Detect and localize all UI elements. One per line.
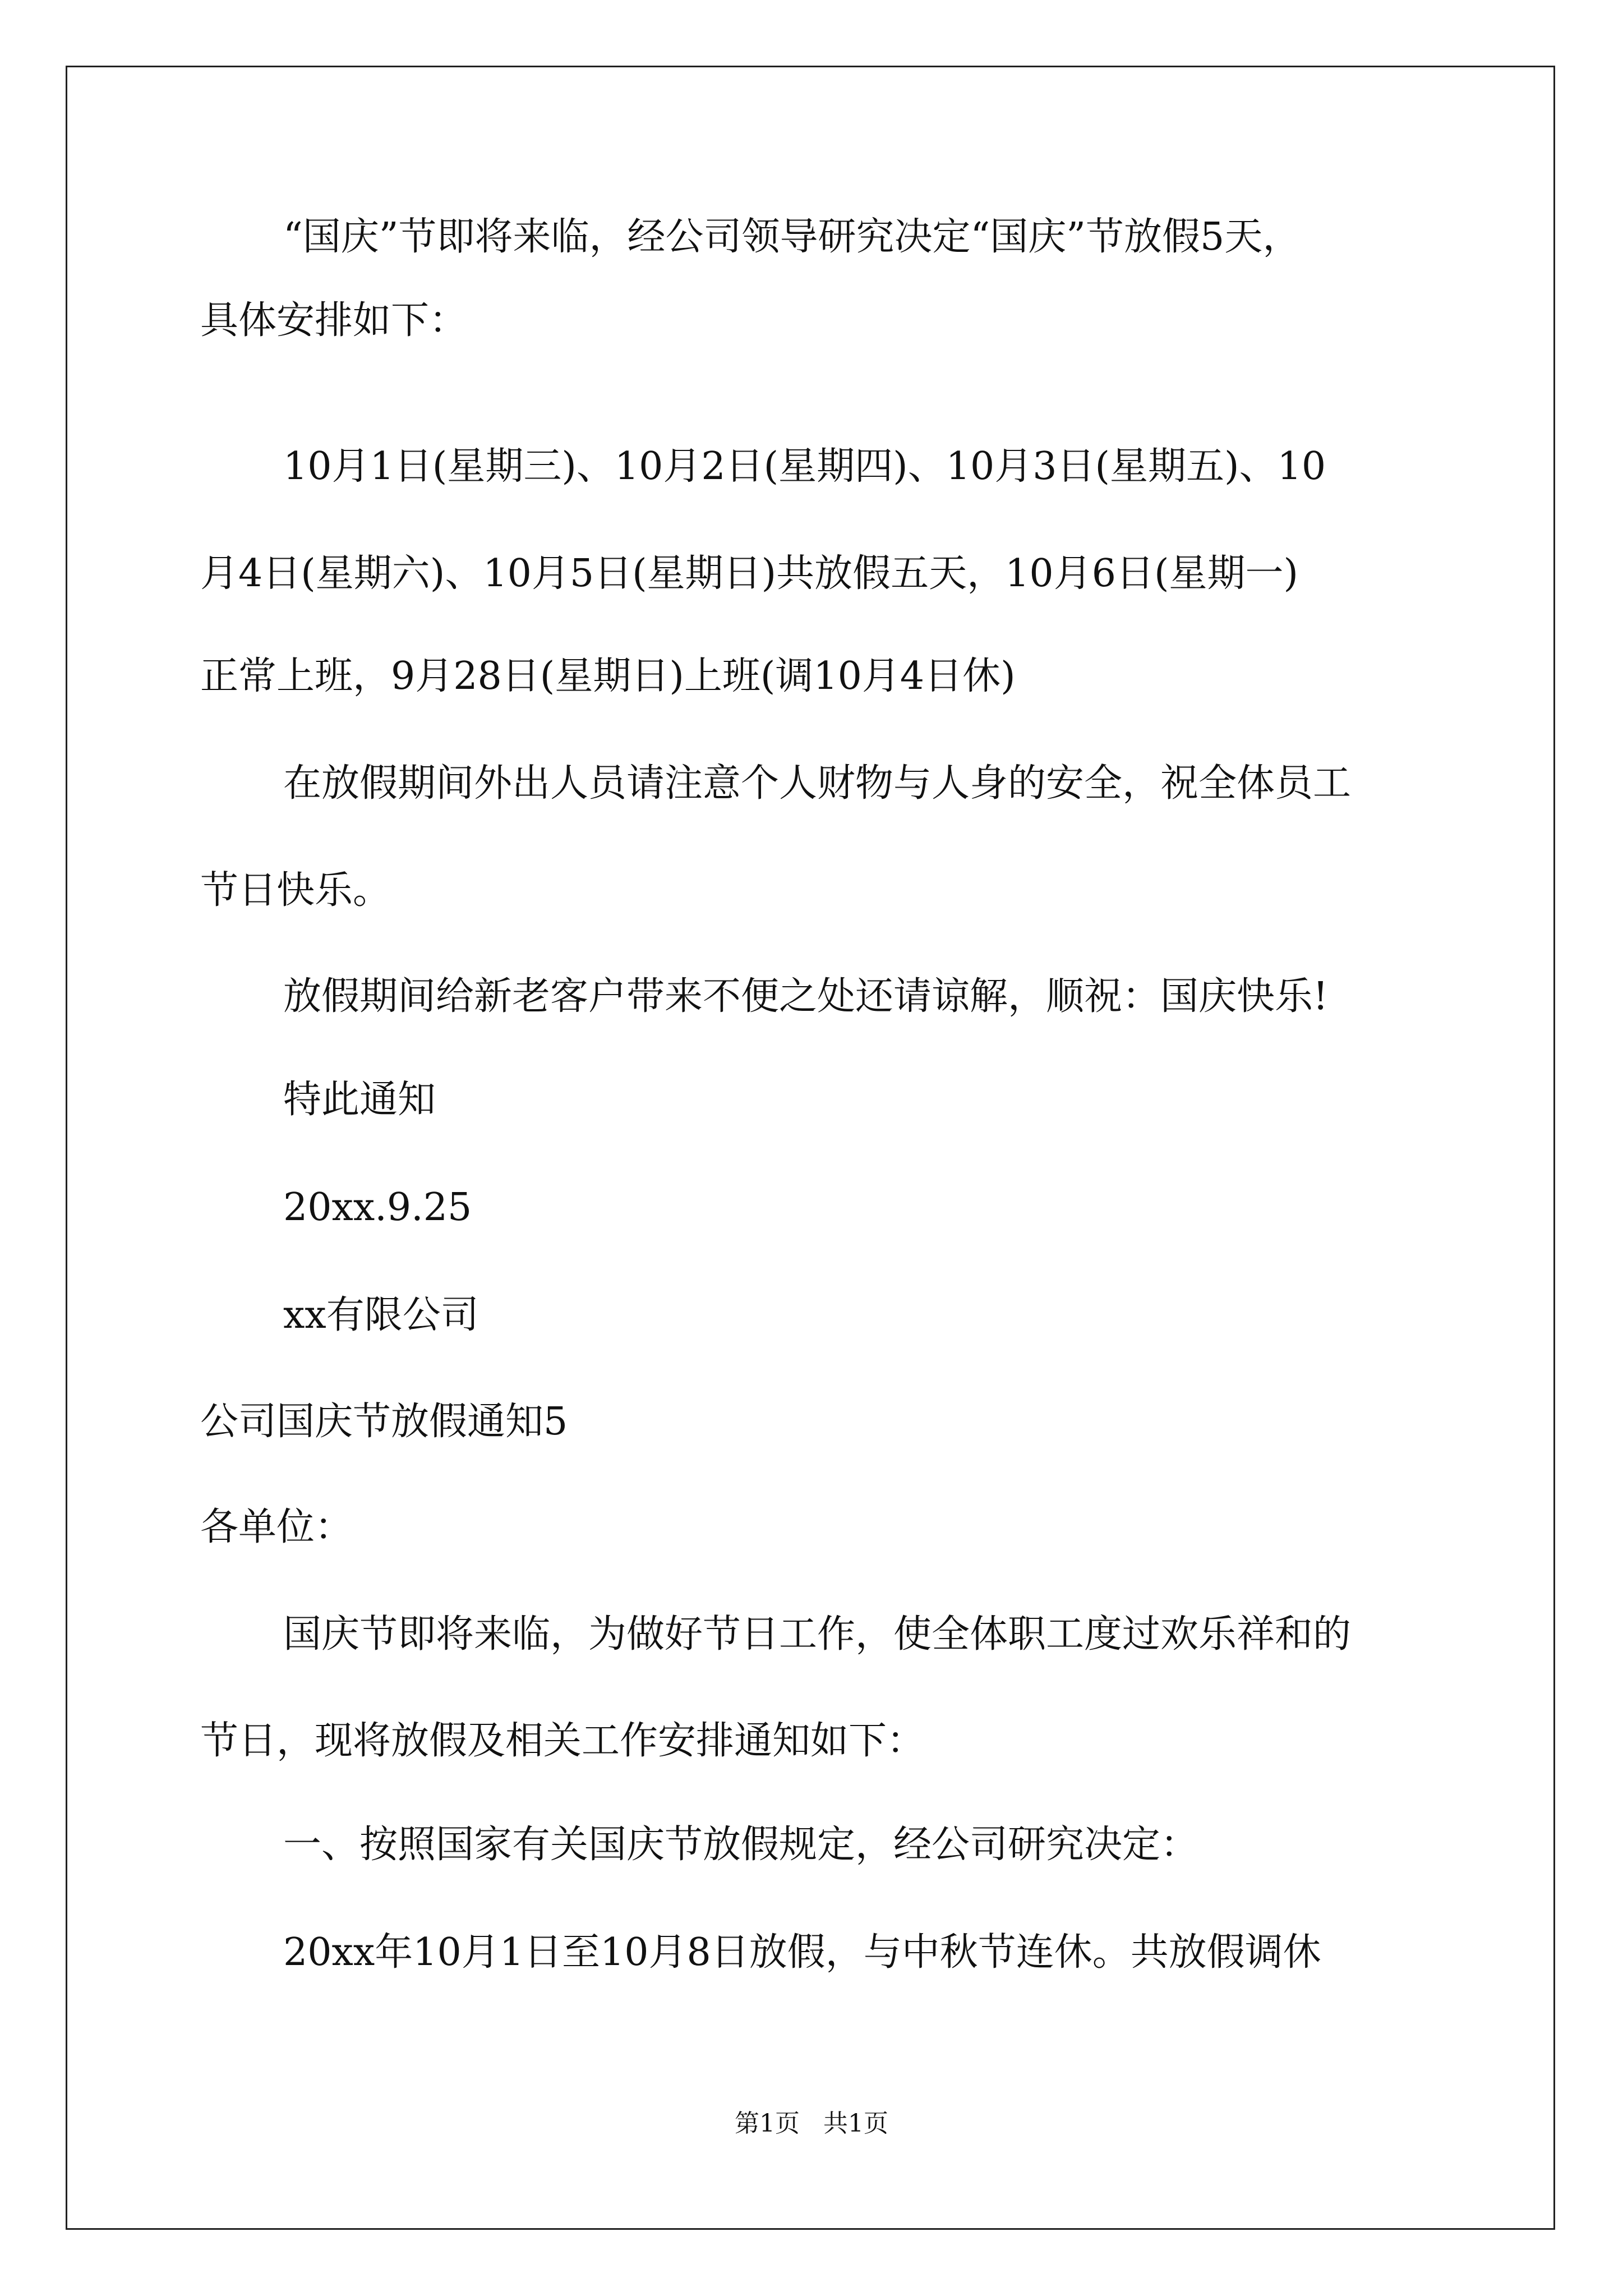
- paragraph-line: 10月1日(星期三)、10月2日(星期四)、10月3日(星期五)、10: [283, 444, 1326, 489]
- paragraph-line: 具体安排如下：: [200, 298, 468, 343]
- salutation: 各单位：: [200, 1505, 353, 1549]
- company-name: xx有限公司: [283, 1293, 479, 1337]
- paragraph-line: 一、按照国家有关国庆节放假规定，经公司研究决定：: [283, 1823, 1199, 1867]
- paragraph-line: “国庆”节即将来临，经公司领导研究决定“国庆”节放假5天，: [283, 215, 1301, 259]
- paragraph-line: 在放假期间外出人员请注意个人财物与人身的安全，祝全体员工: [283, 761, 1352, 806]
- paragraph-line: 节日快乐。: [200, 868, 391, 913]
- paragraph-line: 20xx年10月1日至10月8日放假，与中秋节连休。共放假调休: [283, 1930, 1321, 1975]
- paragraph-line: 节日，现将放假及相关工作安排通知如下：: [200, 1719, 925, 1763]
- page-border: [66, 66, 1555, 2230]
- paragraph-line: 放假期间给新老客户带来不便之处还请谅解，顺祝：国庆快乐!: [283, 974, 1329, 1019]
- section-title: 公司国庆节放假通知5: [200, 1400, 568, 1444]
- paragraph-line: 国庆节即将来临，为做好节日工作，使全体职工度过欢乐祥和的: [283, 1612, 1352, 1657]
- paragraph-line: 特此通知: [283, 1078, 436, 1122]
- paragraph-line: 正常上班，9月28日(星期日)上班(调10月4日休): [200, 654, 1016, 698]
- paragraph-line: 月4日(星期六)、10月5日(星期日)共放假五天，10月6日(星期一): [200, 551, 1299, 596]
- date-line: 20xx.9.25: [283, 1185, 472, 1230]
- page-number-footer: 第1页 共1页: [735, 2109, 888, 2138]
